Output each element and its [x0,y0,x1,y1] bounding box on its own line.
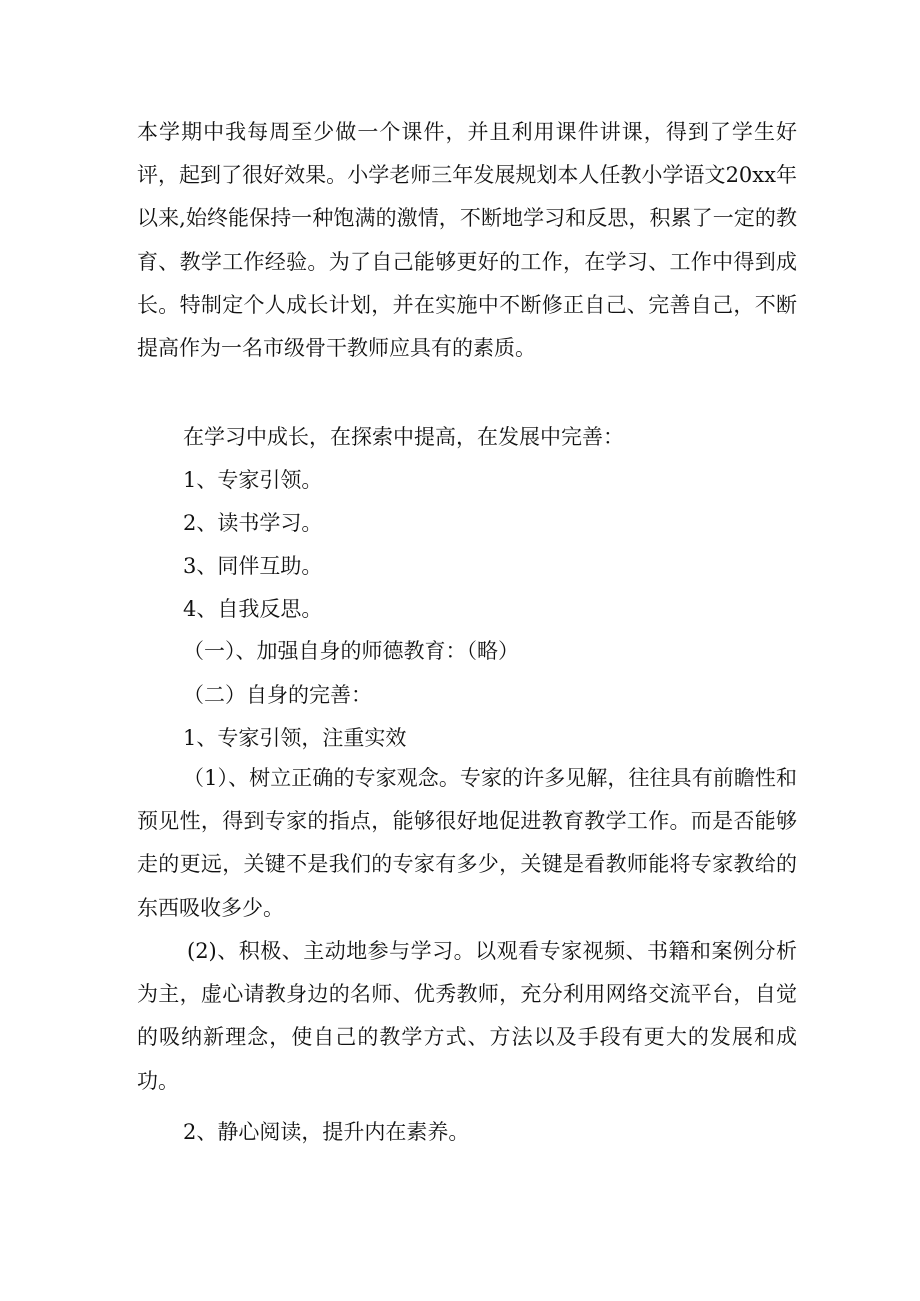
list-item-3: 3、同伴互助。 [183,554,323,578]
list-item-4: 4、自我反思。 [183,597,323,621]
paragraph-3: (2)、积极、主动地参与学习。以观看专家视频、书籍和案例分析为主，虚心请教身边的名师、优秀教师，充分利用网络交流平台，自觉的吸纳新理念，使自己的教学方式、方法以及手段有更大的发展和成功。 [137,939,797,1093]
subsection-heading-1: 1、专家引领，注重实效 [183,726,407,750]
subsection-heading-2: 2、静心阅读，提升内在素养。 [183,1120,470,1144]
list-item-1: 1、专家引领。 [183,468,323,492]
paragraph-1: 本学期中我每周至少做一个课件，并且利用课件讲课，得到了学生好评，起到了很好效果。小学老师三年发展规划本人任教小学语文20xx年以来,始终能保持一种饱满的激情，不断地学习和反思，积累了一定的教育、教学工作经验。为了自己能够更好的工作，在学习、工作中得到成长。特制定个人成长计划，并在实施中不断修正自己、完善自己，不断提高作为一名市级骨干教师应具有的素质。 [137,120,797,361]
section-heading-2: （二）自身的完善： [183,683,372,707]
paragraph-2: （1）、树立正确的专家观念。专家的许多见解，往往具有前瞻性和预见性，得到专家的指点，能够很好地促进教育教学工作。而是否能够走的更远，关键不是我们的专家有多少，关键是看教师能将专家教给的东西吸收多少。 [137,766,797,920]
list-item-2: 2、读书学习。 [183,511,323,535]
section-heading-1: （一）、加强自身的师德教育：（略） [183,639,519,663]
intro-line: 在学习中成长，在探索中提高，在发展中完善： [183,425,624,449]
